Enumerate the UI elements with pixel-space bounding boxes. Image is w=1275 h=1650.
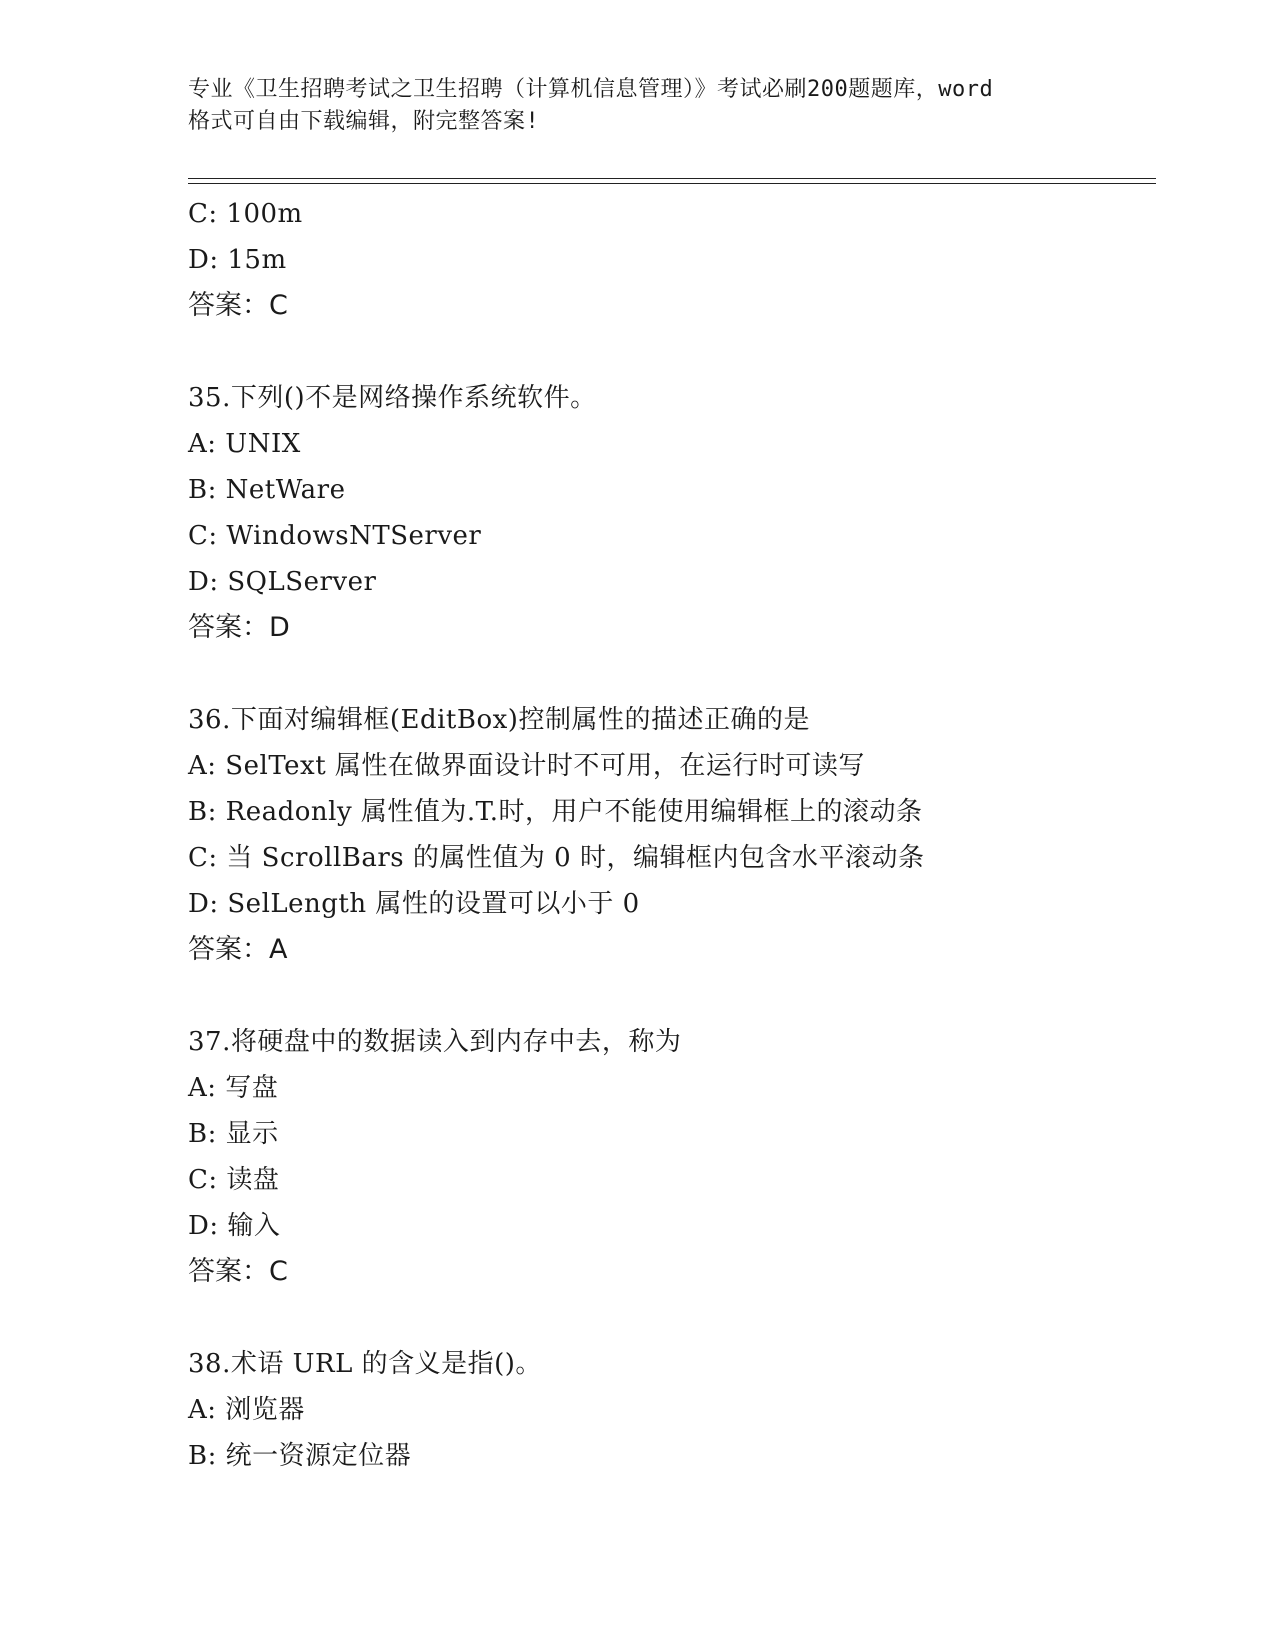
header-divider-bottom: [188, 183, 1156, 184]
question-text: 37.将硬盘中的数据读入到内存中去，称为: [188, 1027, 682, 1057]
option-a: A: 浏览器: [188, 1395, 305, 1425]
option-c: C: 100m: [188, 199, 303, 229]
answer-line: 答案：D: [188, 612, 290, 643]
option-c: C: WindowsNTServer: [188, 521, 482, 551]
question-block-38: [188, 1341, 1148, 1479]
question-text: 35.下列()不是网络操作系统软件。: [188, 383, 597, 413]
question-text: 36.下面对编辑框(EditBox)控制属性的描述正确的是: [188, 705, 810, 735]
option-b: B: NetWare: [188, 475, 346, 505]
answer-line: 答案：A: [188, 934, 288, 965]
option-d: D: 15m: [188, 245, 287, 275]
option-c: C: 当 ScrollBars 的属性值为 0 时，编辑框内包含水平滚动条: [188, 843, 925, 873]
header-line-2: 格式可自由下载编辑，附完整答案!: [188, 109, 540, 134]
question-block-36: [188, 697, 1148, 973]
question-block-37: [188, 1019, 1148, 1295]
header-divider-top: [188, 178, 1156, 179]
page-header: [188, 74, 1088, 138]
answer-line: 答案：C: [188, 290, 288, 321]
option-b: B: 统一资源定位器: [188, 1441, 412, 1471]
option-a: A: SelText 属性在做界面设计时不可用，在运行时可读写: [188, 751, 865, 781]
option-d: D: SQLServer: [188, 567, 377, 597]
option-d: D: SelLength 属性的设置可以小于 0: [188, 889, 640, 919]
option-d: D: 输入: [188, 1211, 281, 1241]
question-text: 38.术语 URL 的含义是指()。: [188, 1349, 542, 1379]
option-b: B: Readonly 属性值为.T.时，用户不能使用编辑框上的滚动条: [188, 797, 923, 827]
question-block-34-continued: [188, 191, 1148, 329]
question-block-35: [188, 375, 1148, 651]
option-a: A: 写盘: [188, 1073, 279, 1103]
option-b: B: 显示: [188, 1119, 279, 1149]
header-line-1: 专业《卫生招聘考试之卫生招聘（计算机信息管理）》考试必刷200题题库，word: [188, 77, 994, 102]
option-c: C: 读盘: [188, 1165, 280, 1195]
option-a: A: UNIX: [188, 429, 301, 459]
answer-line: 答案：C: [188, 1256, 288, 1287]
question-list: [188, 191, 1148, 1479]
